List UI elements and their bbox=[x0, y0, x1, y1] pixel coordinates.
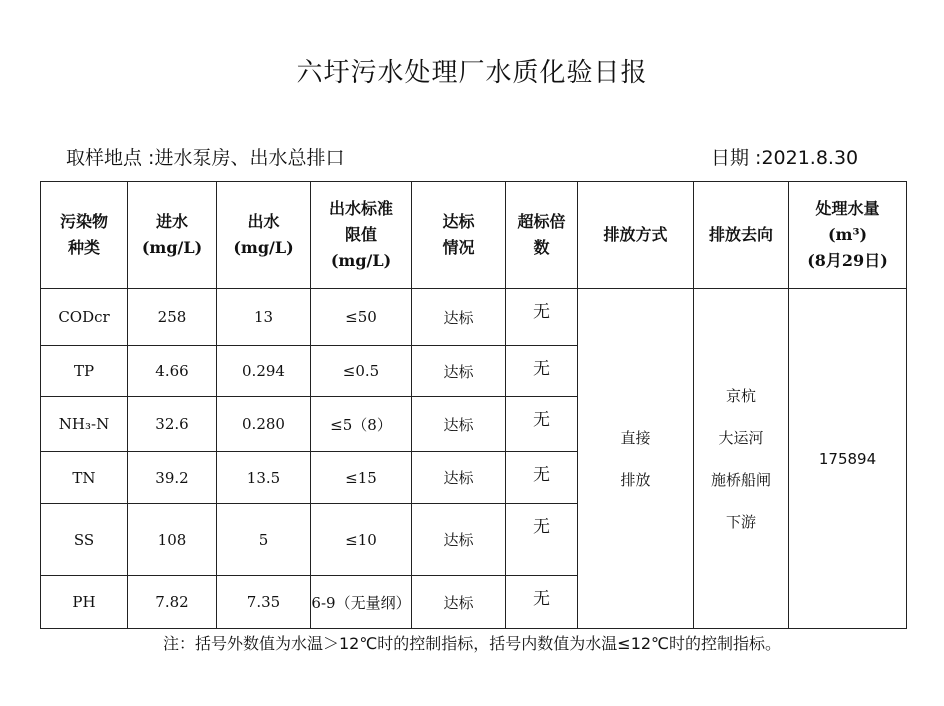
outflow-value: 7.35 bbox=[217, 576, 311, 629]
header-discharge-dest: 排放去向 bbox=[694, 182, 789, 289]
limit-value: ≤0.5 bbox=[311, 346, 412, 397]
pollutant-name: PH bbox=[41, 576, 128, 629]
limit-value: 6-9（无量纲） bbox=[311, 576, 412, 629]
header-limit-line3: (mg/L) bbox=[330, 251, 392, 270]
header-volume bbox=[789, 182, 907, 289]
status-value: 达标 bbox=[412, 576, 506, 629]
header-inflow-line2: (mg/L) bbox=[141, 238, 203, 257]
header-limit bbox=[311, 182, 412, 289]
status-value: 达标 bbox=[412, 397, 506, 452]
header-limit-line2: 限值 bbox=[344, 225, 377, 244]
exceed-value: 无 bbox=[506, 504, 578, 576]
treated-volume: 175894 bbox=[789, 289, 907, 629]
status-value: 达标 bbox=[412, 452, 506, 504]
outflow-value: 0.294 bbox=[217, 346, 311, 397]
header-row bbox=[41, 182, 907, 289]
inflow-value: 108 bbox=[128, 504, 217, 576]
pollutant-name: NH₃-N bbox=[41, 397, 128, 452]
outflow-value: 0.280 bbox=[217, 397, 311, 452]
header-outflow bbox=[217, 182, 311, 289]
discharge-mode-line2: 排放 bbox=[620, 470, 651, 489]
header-outflow-line1: 出水 bbox=[247, 212, 280, 231]
exceed-value: 无 bbox=[506, 346, 578, 397]
status-value: 达标 bbox=[412, 346, 506, 397]
dest-line1: 京杭 bbox=[725, 386, 756, 405]
exceed-value: 无 bbox=[506, 576, 578, 629]
header-pollutant-line1: 污染物 bbox=[59, 212, 108, 231]
header-volume-line1: 处理水量 bbox=[815, 199, 880, 218]
inflow-value: 4.66 bbox=[128, 346, 217, 397]
inflow-value: 258 bbox=[128, 289, 217, 346]
header-status bbox=[412, 182, 506, 289]
header-exceed-line1: 超标倍 bbox=[517, 212, 566, 231]
header-exceed-line2: 数 bbox=[533, 238, 550, 257]
limit-value: ≤10 bbox=[311, 504, 412, 576]
status-value: 达标 bbox=[412, 504, 506, 576]
header-pollutant-line2: 种类 bbox=[67, 238, 100, 257]
outflow-value: 13.5 bbox=[217, 452, 311, 504]
limit-value: ≤5（8） bbox=[311, 397, 412, 452]
header-exceed bbox=[506, 182, 578, 289]
header-discharge-mode: 排放方式 bbox=[578, 182, 694, 289]
water-quality-table bbox=[40, 181, 907, 629]
pollutant-name: TN bbox=[41, 452, 128, 504]
report-date: 日期 :2021.8.30 bbox=[711, 147, 859, 169]
exceed-value: 无 bbox=[506, 452, 578, 504]
report-title: 六圩污水处理厂水质化验日报 bbox=[296, 58, 648, 88]
header-status-line1: 达标 bbox=[442, 212, 475, 231]
table-row bbox=[41, 289, 907, 346]
outflow-value: 5 bbox=[217, 504, 311, 576]
dest-line4: 下游 bbox=[725, 512, 756, 531]
header-limit-line1: 出水标准 bbox=[328, 199, 393, 218]
inflow-value: 7.82 bbox=[128, 576, 217, 629]
limit-value: ≤50 bbox=[311, 289, 412, 346]
inflow-value: 32.6 bbox=[128, 397, 217, 452]
outflow-value: 13 bbox=[217, 289, 311, 346]
discharge-mode-cell bbox=[578, 289, 694, 629]
status-value: 达标 bbox=[412, 289, 506, 346]
pollutant-name: TP bbox=[41, 346, 128, 397]
header-pollutant bbox=[41, 182, 128, 289]
header-volume-line2: (m³) bbox=[827, 225, 868, 244]
discharge-dest-cell bbox=[694, 289, 789, 629]
dest-line2: 大运河 bbox=[718, 428, 764, 447]
header-inflow-line1: 进水 bbox=[155, 212, 188, 231]
pollutant-name: CODcr bbox=[41, 289, 128, 346]
exceed-value: 无 bbox=[506, 289, 578, 346]
header-status-line2: 情况 bbox=[442, 238, 475, 257]
header-inflow bbox=[128, 182, 217, 289]
dest-line3: 施桥船闸 bbox=[710, 470, 771, 489]
pollutant-name: SS bbox=[41, 504, 128, 576]
exceed-value: 无 bbox=[506, 397, 578, 452]
limit-value: ≤15 bbox=[311, 452, 412, 504]
header-outflow-line2: (mg/L) bbox=[233, 238, 294, 257]
sampling-location: 取样地点 :进水泵房、出水总排口 bbox=[66, 147, 345, 169]
footnote: 注：括号外数值为水温＞12℃时的控制指标，括号内数值为水温≤12℃时的控制指标。 bbox=[162, 634, 782, 653]
discharge-mode-line1: 直接 bbox=[620, 428, 651, 447]
header-volume-line3: (8月29日) bbox=[807, 251, 888, 270]
inflow-value: 39.2 bbox=[128, 452, 217, 504]
